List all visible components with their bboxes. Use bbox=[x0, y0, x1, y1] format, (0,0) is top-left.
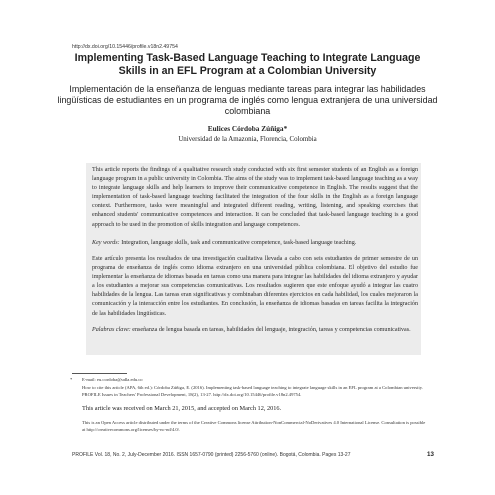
author-name: Eulices Córdoba Zúñiga* bbox=[207, 124, 288, 133]
page-number: 13 bbox=[427, 451, 434, 458]
palabras-clave-label: Palabras clave: bbox=[92, 327, 131, 333]
received-note: This article was received on March 21, 2015, and accepted on March 12, 2016. bbox=[82, 405, 282, 412]
journal-footer: PROFILE Vol. 18, No. 2, July-December 2016. ISSN 1657-0790 (printed) 2256-5760 (online). Bogotá, Colombia. Pages 13-27 bbox=[72, 452, 351, 458]
citation-note: How to cite this article (APA, 6th ed.): Córdoba Zúñiga, E. (2016). Implementing task-based language teaching to integrate language skills in an EFL program at a Colombian university. PROFILE Issues in Teachers' Professional Development, 18(2), 13-27. http://dx.doi.org/10.15446/profile.v18n2.49754. bbox=[82, 385, 423, 397]
keywords-spanish bbox=[92, 326, 418, 335]
palabras-clave-text: enseñanza de lengua basada en tareas, habilidades del lenguaje, integración, tareas y competencias comunicativas. bbox=[132, 327, 411, 333]
article-title-english: Implementing Task-Based Language Teaching to Integrate Language Skills in an EFL Program at a Colombian University bbox=[74, 52, 421, 77]
license-note: This is an Open Access article distributed under the terms of the Creative Commons license Attribution-NonCommercial-NoDerivatives 4.0 International License. Consultation is possible at http://creativecommons.org/licenses/by-nc-nd/4.0/. bbox=[82, 420, 426, 432]
keywords-english bbox=[92, 239, 418, 248]
author-affiliation: Universidad de la Amazonia, Florencia, Colombia bbox=[178, 136, 317, 143]
footnote-email-text[interactable]: E-mail: eu.cordoba@udla.edu.co bbox=[82, 377, 143, 382]
footnote-separator bbox=[72, 373, 127, 374]
keywords-label: Key words: bbox=[92, 240, 120, 246]
article-title-spanish: Implementación de la enseñanza de lenguas mediante tareas para integrar las habilidades lingüísticas de estudiantes en un programa de inglés como lengua extranjera de una universidad colombiana bbox=[57, 84, 438, 116]
footnote-marker: * bbox=[70, 377, 73, 382]
keywords-text: Integration, language skills, task and communicative competence, task-based language teaching. bbox=[121, 240, 357, 246]
abstract-spanish: Este artículo presenta los resultados de una investigación cualitativa llevada a cabo con seis estudiantes de primer semestre de un programa de enseñanza de inglés como idioma extranjero en una universidad pública colombiana. El objetivo del estudio fue implementar la enseñanza de idiomas basada en tareas como una manera para integrar las habilidades del idioma extranjero y ayudar a los estudiantes a mejorar sus competencias comunicativas. Los resultados sugieren que este enfoque ayudó a integrar las cuatro habilidades de la lengua. Las tareas eran significativas y combinaban diferentes ejercicios en cada habilidad, los cuales mejoraron la comunicación y la interacción entre los estudiantes. En conclusión, la enseñanza de idiomas basadas en tareas facilita la integración de las habilidades lingüísticas. bbox=[92, 256, 418, 317]
doi-link[interactable]: http://dx.doi.org/10.15446/profile.v18n2.49754 bbox=[72, 44, 178, 50]
abstract-english: This article reports the findings of a qualitative research study conducted with six first semester students of an English as a foreign language program in a public university in Colombia. The aims of the study was to implement task-based language teaching as a way to integrate language skills and help learners to improve their communicative competence in English. The results suggest that the implementation of task-based language teaching facilitated the integration of the four skills in the English as a foreign language context. Furthermore, tasks were meaningful and integrated different reading, writing, listening, and speaking exercises that enhanced students' communicative competences and interaction. It can be concluded that task-based language teaching is a good approach to be used in the promotion of skills integration and language competences. bbox=[92, 167, 418, 228]
